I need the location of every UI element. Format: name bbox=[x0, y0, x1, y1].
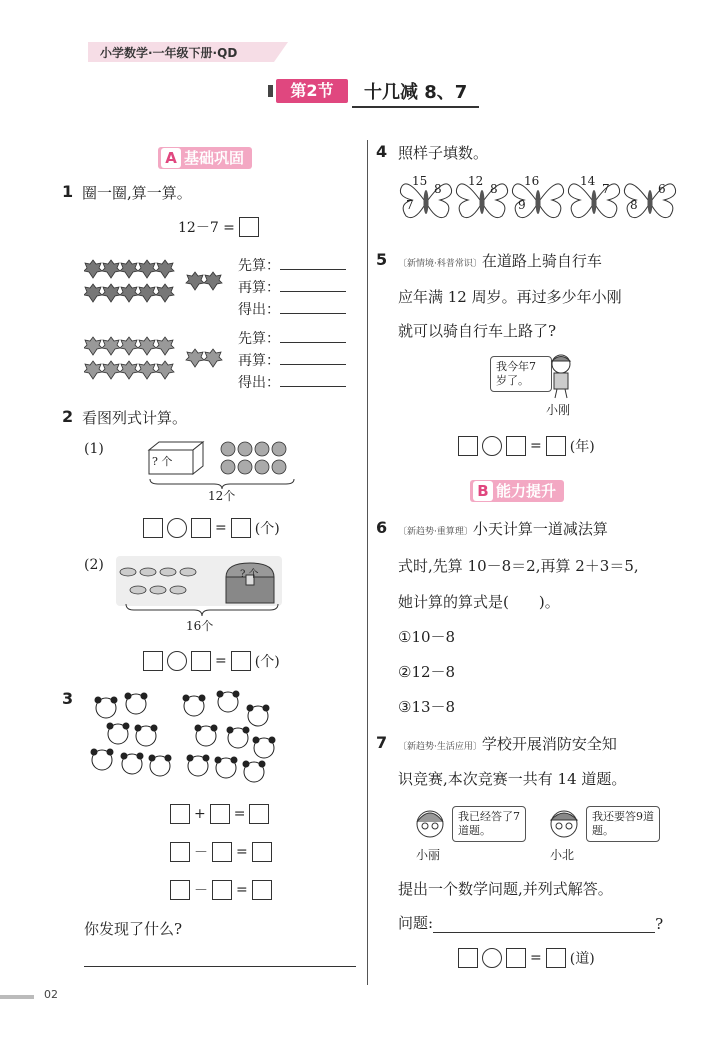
butterfly-5-right: 6 bbox=[658, 182, 666, 196]
q6-option-3[interactable]: ③13－8 bbox=[398, 698, 456, 716]
book-title: 小学数学·一年级下册·QD bbox=[100, 46, 238, 60]
step-blank[interactable] bbox=[280, 269, 346, 270]
speech-bubble: 我还要答9道题。 bbox=[586, 806, 660, 842]
minus-sign: － bbox=[194, 883, 208, 899]
girl-illustration bbox=[414, 806, 446, 842]
q6-number: 6 bbox=[376, 518, 388, 537]
unit-label: (个) bbox=[254, 654, 280, 670]
section-tag: 第2节 bbox=[276, 79, 348, 103]
q2-number: 2 bbox=[62, 407, 74, 426]
q7-number: 7 bbox=[376, 733, 388, 752]
butterfly-1-left: 7 bbox=[406, 198, 414, 212]
q3-equation-3 bbox=[170, 880, 272, 900]
q5-number: 5 bbox=[376, 250, 388, 269]
answer-box[interactable] bbox=[191, 518, 211, 538]
answer-box[interactable] bbox=[546, 948, 566, 968]
section-b-label: 能力提升 bbox=[496, 482, 557, 500]
brace bbox=[124, 603, 280, 617]
page-title: 十几减 8、7 bbox=[352, 76, 479, 108]
answer-box[interactable] bbox=[231, 518, 251, 538]
speech-bubble: 我已经答了7道题。 bbox=[452, 806, 526, 842]
q5-text3: 就可以骑自行车上路了? bbox=[398, 322, 557, 340]
q5-text2: 应年满 12 周岁。再过多少年小刚 bbox=[398, 288, 622, 306]
answer-box[interactable] bbox=[506, 436, 526, 456]
q5-equation bbox=[458, 436, 595, 456]
answer-line[interactable] bbox=[84, 966, 356, 967]
page-number: 02 bbox=[44, 988, 58, 1001]
step-label: 先算： bbox=[238, 331, 280, 347]
q1-steps-a bbox=[238, 255, 346, 321]
q6-text2: 式时,先算 10－8＝2,再算 2＋3＝5, bbox=[398, 557, 639, 575]
equals-sign: = bbox=[215, 520, 227, 536]
q7-line1 bbox=[398, 733, 617, 754]
butterfly-3-left: 9 bbox=[518, 198, 526, 212]
q5-text1: 在道路上骑自行车 bbox=[481, 252, 602, 270]
leaves-group-1 bbox=[84, 257, 229, 307]
q3-equation-2 bbox=[170, 842, 272, 862]
step-blank[interactable] bbox=[280, 386, 346, 387]
butterfly-2-right: 8 bbox=[490, 182, 498, 196]
answer-box[interactable] bbox=[239, 217, 259, 237]
box-label: ? 个 bbox=[152, 455, 173, 468]
answer-box[interactable] bbox=[170, 804, 190, 824]
answer-box[interactable] bbox=[506, 948, 526, 968]
q4-number: 4 bbox=[376, 142, 388, 161]
butterfly-1-right: 8 bbox=[434, 182, 442, 196]
step-blank[interactable] bbox=[280, 291, 346, 292]
answer-box[interactable] bbox=[458, 436, 478, 456]
q7-prompt: 提出一个数学问题,并列式解答。 bbox=[398, 880, 613, 898]
answer-box[interactable] bbox=[143, 518, 163, 538]
plus-sign: + bbox=[194, 806, 206, 822]
section-a-label: 基础巩固 bbox=[184, 149, 245, 167]
total-label: 12个 bbox=[208, 489, 236, 503]
q1-steps-b bbox=[238, 328, 346, 394]
q2-part1-label: (1) bbox=[84, 441, 104, 457]
section-a-letter: A bbox=[161, 148, 181, 168]
speech-bubble: 我今年7岁了。 bbox=[490, 356, 552, 392]
boy-name: 小北 bbox=[550, 848, 575, 862]
q7-question-row bbox=[398, 912, 663, 933]
equals-sign: = bbox=[233, 806, 246, 822]
apples-icon bbox=[216, 439, 296, 479]
operator-circle[interactable] bbox=[167, 651, 187, 671]
q7-tag: 〔新趋势·生活应用〕 bbox=[398, 742, 482, 752]
answer-box[interactable] bbox=[191, 651, 211, 671]
footer-bar bbox=[0, 995, 34, 999]
equals-sign: = bbox=[530, 950, 542, 966]
answer-box[interactable] bbox=[143, 651, 163, 671]
boy-illustration bbox=[546, 352, 576, 400]
title-marker bbox=[268, 85, 273, 97]
butterfly-4-right: 7 bbox=[602, 182, 610, 196]
q7-text2: 识竞赛,本次竞赛一共有 14 道题。 bbox=[398, 770, 627, 788]
answer-box[interactable] bbox=[231, 651, 251, 671]
q6-text1: 小天计算一道减法算 bbox=[472, 520, 608, 538]
operator-circle[interactable] bbox=[482, 948, 502, 968]
q3-number: 3 bbox=[62, 689, 74, 708]
butterfly-5-left: 8 bbox=[630, 198, 638, 212]
equals-sign: = bbox=[530, 438, 542, 454]
boy-name: 小刚 bbox=[546, 403, 571, 417]
question-blank[interactable] bbox=[433, 914, 655, 933]
column-divider bbox=[367, 140, 368, 985]
q7-text1: 学校开展消防安全知 bbox=[481, 735, 617, 753]
q2-part1-equation bbox=[143, 518, 280, 538]
leaves-group-2 bbox=[84, 334, 229, 384]
q1-number: 1 bbox=[62, 182, 74, 201]
step-label: 得出： bbox=[238, 302, 280, 318]
q6-text3: 她计算的算式是( )。 bbox=[398, 593, 560, 611]
butterfly-2-top: 12 bbox=[468, 174, 484, 188]
girl-name: 小丽 bbox=[416, 848, 441, 862]
step-blank[interactable] bbox=[280, 364, 346, 365]
q6-line1 bbox=[398, 518, 608, 539]
answer-box[interactable] bbox=[170, 880, 190, 900]
answer-box[interactable] bbox=[252, 842, 272, 862]
butterfly-4-top: 14 bbox=[580, 174, 596, 188]
q4-text: 照样子填数。 bbox=[398, 144, 489, 162]
answer-box[interactable] bbox=[210, 804, 230, 824]
butterflies-row bbox=[394, 174, 684, 224]
answer-box[interactable] bbox=[546, 436, 566, 456]
total-label: 16个 bbox=[186, 619, 214, 633]
q5-tag: 〔新情境·科普常识〕 bbox=[398, 259, 482, 269]
q6-tag: 〔新趋势·重算理〕 bbox=[398, 527, 473, 537]
equals-sign: = bbox=[236, 882, 248, 898]
butterfly-3-top: 16 bbox=[524, 174, 540, 188]
step-label: 得出： bbox=[238, 375, 280, 391]
answer-box[interactable] bbox=[458, 948, 478, 968]
boy-illustration bbox=[548, 806, 580, 842]
equals-sign: = bbox=[236, 844, 248, 860]
q3-question: 你发现了什么? bbox=[84, 920, 183, 938]
answer-box[interactable] bbox=[212, 880, 232, 900]
answer-box[interactable] bbox=[249, 804, 269, 824]
q2-part2-equation bbox=[143, 651, 280, 671]
q1-text: 圈一圈,算一算。 bbox=[82, 184, 192, 202]
q2-part2-label: (2) bbox=[84, 557, 104, 573]
step-label: 再算： bbox=[238, 353, 280, 369]
q1-equation bbox=[178, 217, 259, 237]
pandas-illustration bbox=[88, 688, 288, 784]
operator-circle[interactable] bbox=[167, 518, 187, 538]
section-b-letter: B bbox=[473, 481, 493, 501]
chest-label: ? 个 bbox=[240, 569, 259, 580]
step-label: 先算： bbox=[238, 258, 280, 274]
q1-equation-text: 12－7 = bbox=[178, 220, 235, 236]
minus-sign: － bbox=[194, 845, 208, 861]
operator-circle[interactable] bbox=[482, 436, 502, 456]
q6-option-2[interactable]: ②12－8 bbox=[398, 663, 456, 681]
step-label: 再算： bbox=[238, 280, 280, 296]
unit-label: (道) bbox=[569, 951, 595, 967]
section-a-badge bbox=[158, 147, 252, 169]
q3-equation-1 bbox=[170, 804, 269, 824]
unit-label: (年) bbox=[569, 439, 595, 455]
unit-label: (个) bbox=[254, 521, 280, 537]
equals-sign: = bbox=[215, 653, 227, 669]
section-b-badge bbox=[470, 480, 564, 502]
step-blank[interactable] bbox=[280, 342, 346, 343]
ingots-icon bbox=[118, 562, 214, 602]
step-blank[interactable] bbox=[280, 313, 346, 314]
question-label: 问题: bbox=[398, 914, 434, 932]
answer-box[interactable] bbox=[170, 842, 190, 862]
question-mark: ? bbox=[655, 915, 664, 933]
butterfly-1-top: 15 bbox=[412, 174, 428, 188]
q7-equation bbox=[458, 948, 595, 968]
answer-box[interactable] bbox=[212, 842, 232, 862]
q6-option-1[interactable]: ①10－8 bbox=[398, 628, 456, 646]
q2-text: 看图列式计算。 bbox=[82, 409, 188, 427]
q5-line1 bbox=[398, 250, 602, 271]
answer-box[interactable] bbox=[252, 880, 272, 900]
